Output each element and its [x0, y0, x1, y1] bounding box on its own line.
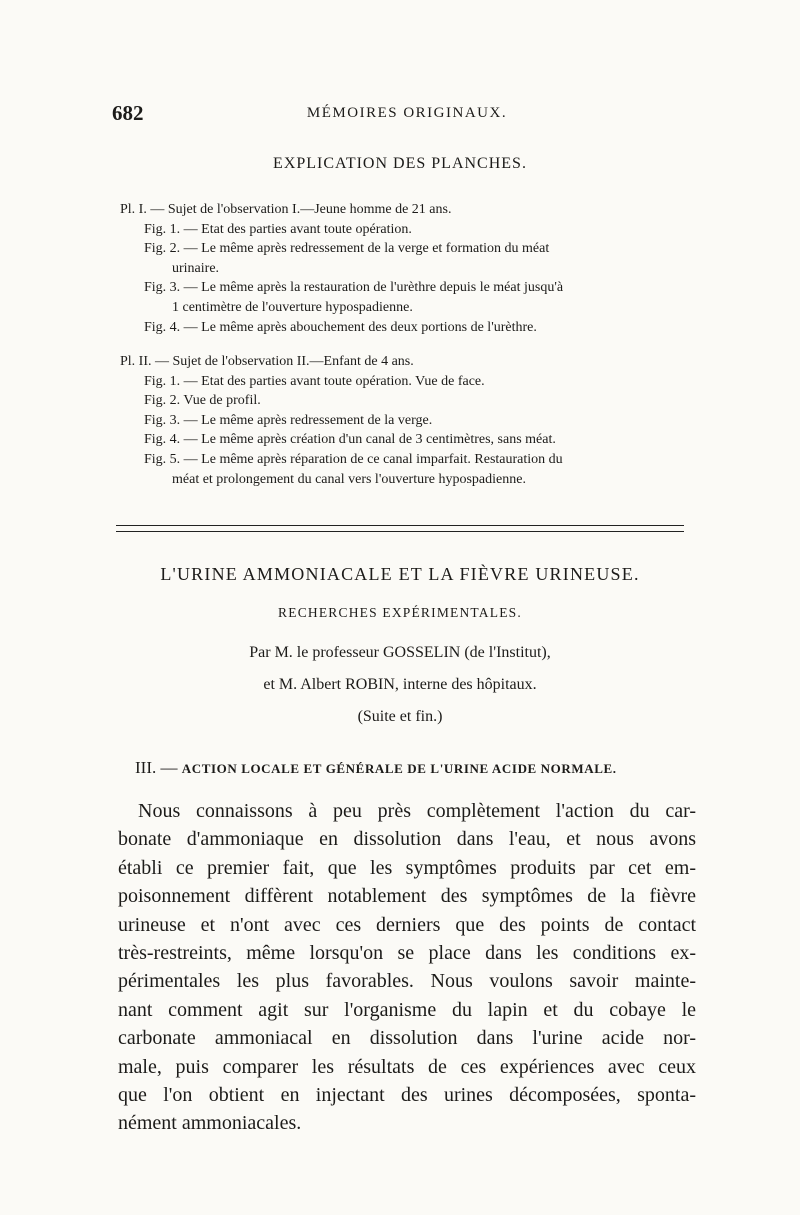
body-line: périmentales les plus favorables. Nous voulons savoir mainte- — [118, 970, 696, 993]
plate-line: Fig. 4. — Le même après création d'un canal de 3 centimètres, sans méat. — [144, 432, 556, 448]
author-line: Par M. le professeur GOSSELIN (de l'Institut), — [249, 644, 551, 661]
plate-line: Fig. 4. — Le même après abouchement des deux portions de l'urèthre. — [144, 319, 537, 335]
plate-line: 1 centimètre de l'ouverture hypospadienne. — [172, 299, 413, 315]
body-line: poisonnement diffèrent notablement des symptômes de la fièvre — [118, 885, 696, 908]
article-title: L'URINE AMMONIACALE ET LA FIÈVRE URINEUSE. — [160, 564, 640, 584]
body-line: bonate d'ammoniaque en dissolution dans l'eau, et nous avons — [118, 828, 696, 851]
body-line: établi ce premier fait, que les symptômes produits par cet em- — [118, 856, 696, 879]
plate-line: Fig. 1. — Etat des parties avant toute opération. Vue de face. — [144, 373, 485, 389]
plate-line: urinaire. — [172, 260, 220, 276]
section-divider-rule — [116, 525, 684, 532]
plate-2-legend — [120, 352, 700, 489]
plates-explanation-title: EXPLICATION DES PLANCHES. — [273, 155, 527, 172]
body-line: urineuse et n'ont avec ces derniers que des points de contact — [118, 913, 696, 936]
body-line: très-restreints, même lorsqu'on se place dans les conditions ex- — [118, 942, 696, 965]
body-line: Nous connaissons à peu près complètement l'action du car- — [138, 800, 696, 822]
section-heading-text: ACTION LOCALE ET GÉNÉRALE DE L'URINE ACIDE NORMALE. — [181, 761, 617, 776]
body-paragraph — [118, 797, 696, 1138]
plate-line: Fig. 3. — Le même après redressement de la verge. — [144, 412, 433, 428]
body-line: que l'on obtient en injectant des urines décomposées, sponta- — [118, 1084, 696, 1107]
body-line: male, puis comparer les résultats de ces expériences avec ceux — [118, 1055, 696, 1078]
body-line: carbonate ammoniacal en dissolution dans l'urine acide nor- — [118, 1027, 696, 1050]
plate-line: Fig. 5. — Le même après réparation de ce canal imparfait. Restauration du — [144, 451, 563, 467]
section-heading — [135, 758, 695, 778]
plate-line: Pl. II. — Sujet de l'observation II.—Enfant de 4 ans. — [120, 354, 414, 369]
plate-line: Fig. 2. Vue de profil. — [144, 393, 261, 409]
plate-line: Pl. I. — Sujet de l'observation I.—Jeune homme de 21 ans. — [120, 202, 452, 217]
plate-line: Fig. 2. — Le même après redressement de la verge et formation du méat — [144, 241, 550, 257]
plate-line: méat et prolongement du canal vers l'ouverture hypospadienne. — [172, 471, 526, 487]
plate-line: Fig. 1. — Etat des parties avant toute opération. — [144, 221, 412, 237]
page-number: 682 — [112, 101, 144, 125]
body-line: nément ammoniacales. — [118, 1112, 302, 1135]
running-head — [112, 101, 702, 125]
plate-1-legend — [120, 200, 700, 337]
running-title: MÉMOIRES ORIGINAUX. — [306, 105, 508, 121]
author-line: et M. Albert ROBIN, interne des hôpitaux. — [263, 676, 537, 693]
article-subtitle: RECHERCHES EXPÉRIMENTALES. — [278, 605, 522, 620]
continuation-note: (Suite et fin.) — [357, 708, 443, 725]
section-numeral: III. — — [135, 758, 178, 777]
plate-line: Fig. 3. — Le même après la restauration de l'urèthre depuis le méat jusqu'à — [144, 280, 564, 296]
body-line: nant comment agit sur l'organisme du lapin et du cobaye le — [118, 998, 696, 1021]
